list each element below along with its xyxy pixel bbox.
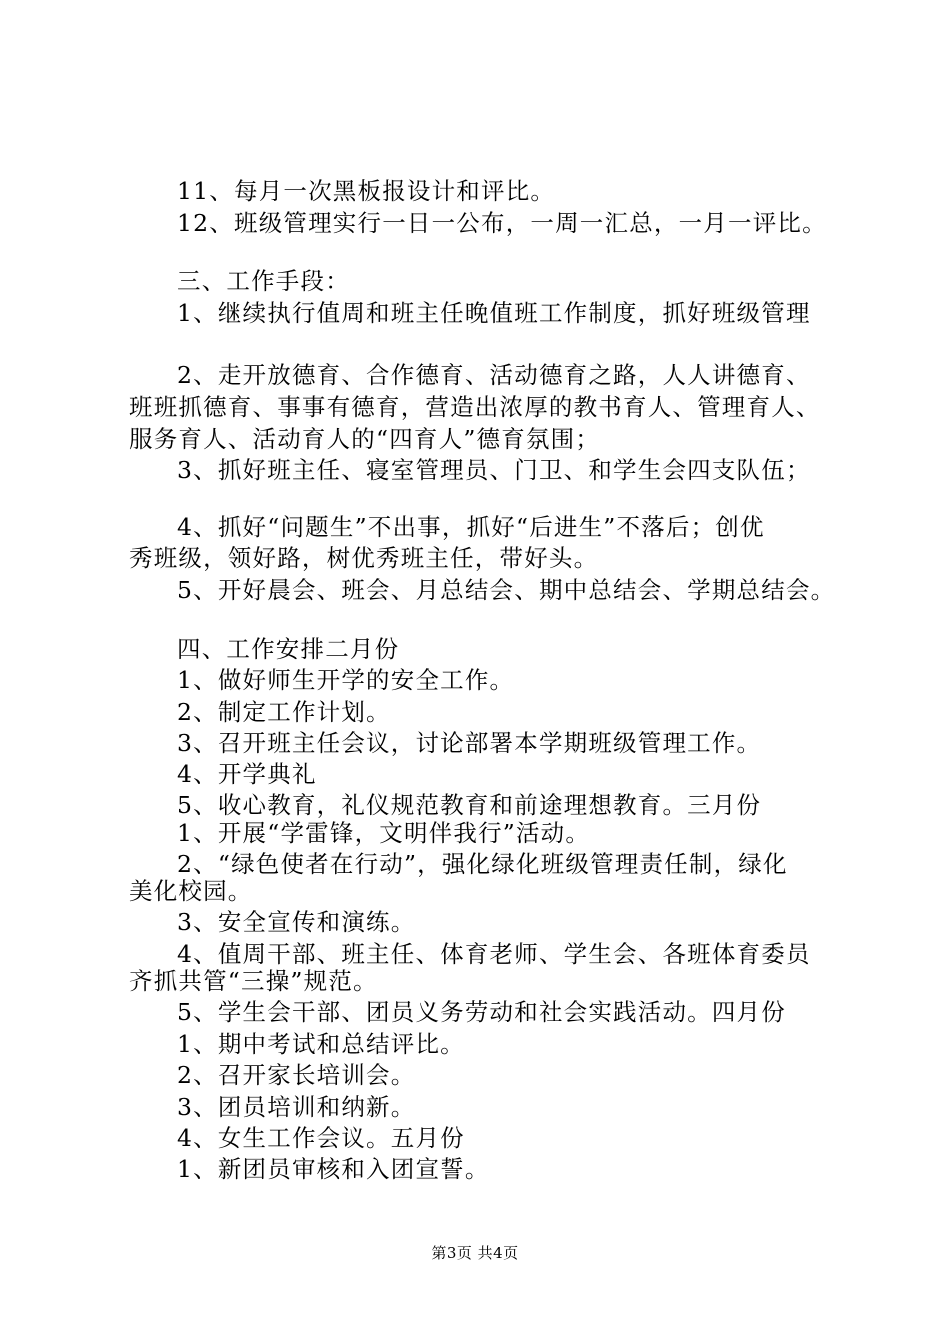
text-line: 4、值周干部、班主任、体育老师、学生会、各班体育委员 — [177, 940, 811, 968]
text-line: 美化校园。 — [129, 877, 253, 905]
text-line: 班班抓德育、事事有德育，营造出浓厚的教书育人、管理育人、 — [129, 393, 821, 421]
text-line: 3、安全宣传和演练。 — [177, 908, 416, 936]
text-line: 5、开好晨会、班会、月总结会、期中总结会、学期总结会。 — [177, 576, 836, 604]
text-line: 2、“绿色使者在行动”，强化绿化班级管理责任制，绿化 — [177, 850, 788, 878]
text-line: 3、抓好班主任、寝室管理员、门卫、和学生会四支队伍； — [177, 456, 811, 484]
text-line: 1、期中考试和总结评比。 — [177, 1030, 465, 1058]
text-line: 服务育人、活动育人的“四育人”德育氛围； — [129, 425, 601, 453]
text-line: 12、班级管理实行一日一公布，一周一汇总，一月一评比。 — [177, 209, 827, 237]
text-line: 4、女生工作会议。五月份 — [177, 1124, 465, 1152]
text-line: 1、新团员审核和入团宣誓。 — [177, 1155, 490, 1183]
text-line: 3、召开班主任会议，讨论部署本学期班级管理工作。 — [177, 729, 762, 757]
section-heading: 四、工作安排二月份 — [177, 635, 400, 663]
text-line: 齐抓共管“三操”规范。 — [129, 967, 378, 995]
text-line: 11、每月一次黑板报设计和评比。 — [177, 177, 556, 205]
text-line: 1、继续执行值周和班主任晚值班工作制度，抓好班级管理 — [177, 299, 811, 327]
text-line: 3、团员培训和纳新。 — [177, 1093, 416, 1121]
text-line: 2、制定工作计划。 — [177, 698, 391, 726]
text-line: 2、召开家长培训会。 — [177, 1061, 416, 1089]
section-heading: 三、工作手段： — [177, 267, 350, 295]
text-line: 秀班级，领好路，树优秀班主任，带好头。 — [129, 544, 599, 572]
page-number-footer: 第3页 共4页 — [431, 1244, 519, 1262]
text-line: 1、开展“学雷锋，文明伴我行”活动。 — [177, 819, 591, 847]
text-line: 4、抓好“问题生”不出事，抓好“后进生”不落后；创优 — [177, 513, 765, 541]
text-line: 5、收心教育，礼仪规范教育和前途理想教育。三月份 — [177, 791, 762, 819]
text-line: 4、开学典礼 — [177, 760, 317, 788]
text-line: 1、做好师生开学的安全工作。 — [177, 666, 515, 694]
text-line: 2、走开放德育、合作德育、活动德育之路，人人讲德育、 — [177, 361, 811, 389]
text-line: 5、学生会干部、团员义务劳动和社会实践活动。四月份 — [177, 998, 786, 1026]
